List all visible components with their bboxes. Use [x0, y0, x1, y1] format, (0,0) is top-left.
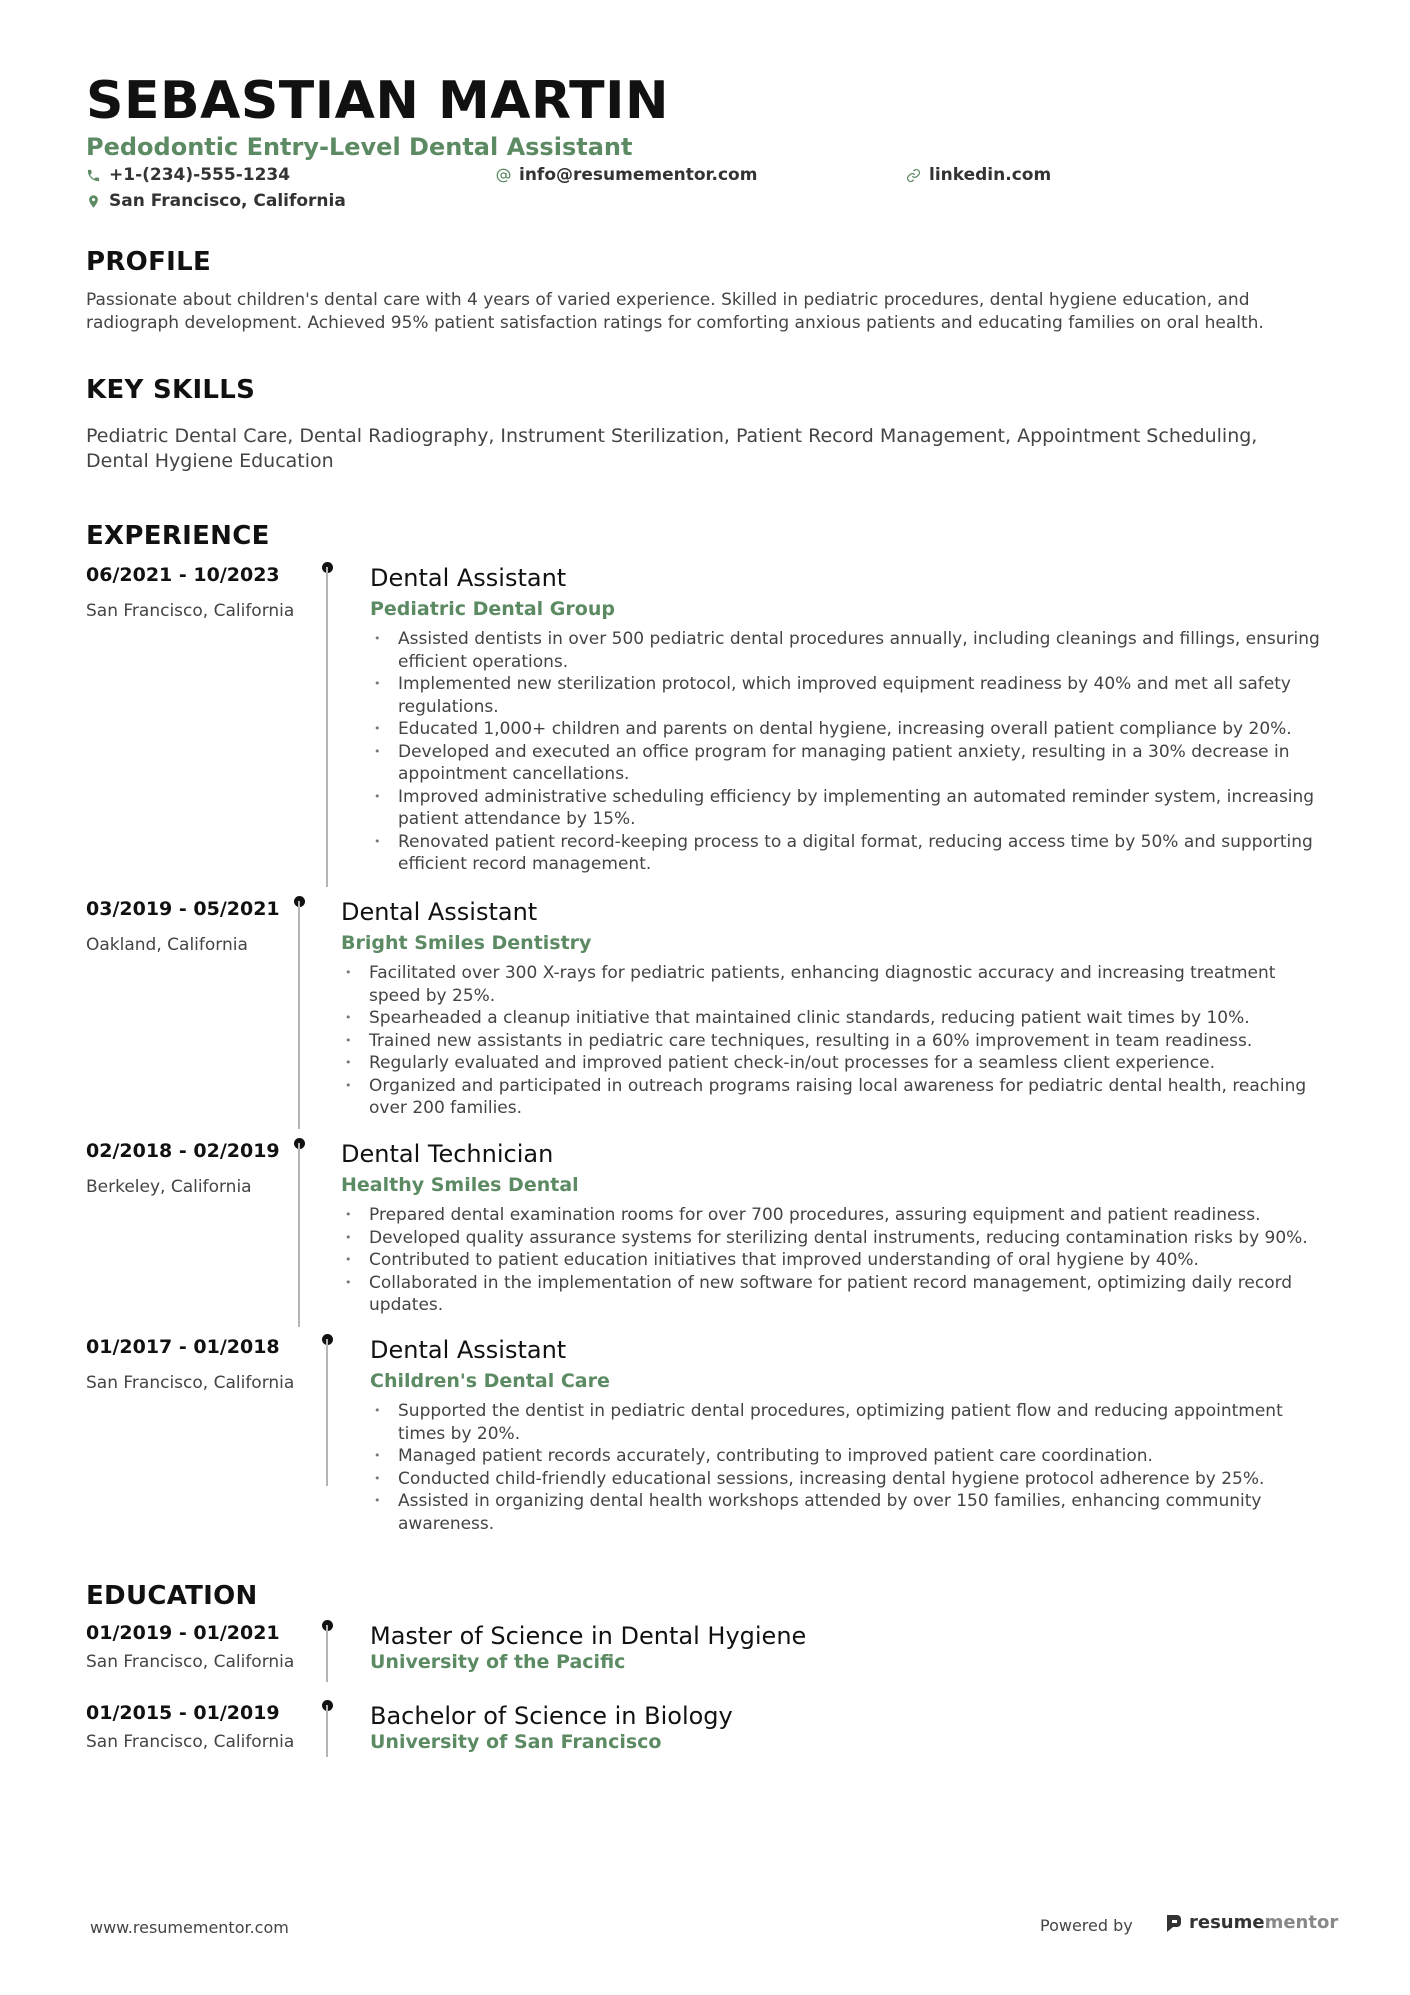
edu-school: University of the Pacific [370, 1651, 626, 1673]
job-dates: 01/2017 - 01/2018 [86, 1336, 280, 1358]
education-heading: EDUCATION [86, 1581, 258, 1611]
brand-name-part1: resume [1189, 1912, 1265, 1933]
edu-degree: Bachelor of Science in Biology [370, 1702, 733, 1730]
timeline-line [326, 1705, 328, 1757]
candidate-name: SEBASTIAN MARTIN [86, 71, 670, 131]
job-location: San Francisco, California [86, 1373, 295, 1393]
job-bullets [370, 628, 1325, 876]
job-location: San Francisco, California [86, 601, 295, 621]
job-bullet: • Developed quality assurance systems for sterilizing dental instruments, reducing contamination risks by 90%. [341, 1227, 1331, 1250]
contact-email[interactable] [496, 164, 757, 186]
job-company: Pediatric Dental Group [370, 598, 615, 620]
job-bullet: • Educated 1,000+ children and parents on dental hygiene, increasing overall patient compliance by 20%. [370, 718, 1325, 741]
job-bullet: • Contributed to patient education initiatives that improved understanding of oral hygiene by 40%. [341, 1249, 1331, 1272]
edu-location: San Francisco, California [86, 1732, 295, 1752]
job-bullet: • Collaborated in the implementation of new software for patient record management, optimizing daily record updates. [341, 1272, 1331, 1317]
job-location: Oakland, California [86, 935, 248, 955]
contact-location [86, 190, 346, 212]
edu-school: University of San Francisco [370, 1731, 662, 1753]
job-bullet: • Implemented new sterilization protocol, which improved equipment readiness by 40% and met all safety regulations. [370, 673, 1325, 718]
job-dates: 02/2018 - 02/2019 [86, 1140, 280, 1162]
job-bullets [370, 1400, 1305, 1535]
at-sign-icon [496, 168, 511, 183]
linkedin-text: linkedin.com [929, 165, 1052, 185]
job-title: Dental Technician [341, 1140, 554, 1168]
edu-location: San Francisco, California [86, 1652, 295, 1672]
profile-heading: PROFILE [86, 247, 212, 277]
job-location: Berkeley, California [86, 1177, 252, 1197]
edu-dates: 01/2015 - 01/2019 [86, 1702, 280, 1724]
contact-linkedin[interactable] [906, 164, 1051, 186]
job-bullet: • Renovated patient record-keeping process to a digital format, reducing access time by 50% and supporting efficient record management. [370, 831, 1325, 876]
profile-text: Passionate about children's dental care with 4 years of varied experience. Skilled in pediatric procedures, dental hygiene education, and radiograph development. Achieved 95% patient satisfaction ratings for comforting anxious patients and educating families on oral health. [86, 290, 1264, 333]
timeline-line [326, 1339, 328, 1486]
timeline-line [298, 1143, 300, 1327]
candidate-role: Pedodontic Entry-Level Dental Assistant [86, 133, 633, 161]
timeline-line [298, 901, 300, 1129]
job-title: Dental Assistant [370, 564, 567, 592]
skills-heading: KEY SKILLS [86, 375, 256, 405]
job-company: Bright Smiles Dentistry [341, 932, 592, 954]
job-bullet: • Conducted child-friendly educational sessions, increasing dental hygiene protocol adherence by 25%. [370, 1468, 1305, 1491]
job-bullet: • Assisted dentists in over 500 pediatric dental procedures annually, including cleanings and fillings, ensuring efficient operations. [370, 628, 1325, 673]
job-bullet: • Trained new assistants in pediatric care techniques, resulting in a 60% improvement in team readiness. [341, 1030, 1316, 1053]
job-dates: 06/2021 - 10/2023 [86, 564, 280, 586]
job-bullet: • Regularly evaluated and improved patient check-in/out processes for a seamless client experience. [341, 1052, 1316, 1075]
job-bullet: • Assisted in organizing dental health workshops attended by over 150 families, enhancing community awareness. [370, 1490, 1305, 1535]
job-bullet: • Supported the dentist in pediatric dental procedures, optimizing patient flow and reducing appointment times by 20%. [370, 1400, 1305, 1445]
timeline-line [326, 567, 328, 887]
link-icon [906, 168, 921, 183]
phone-text: +1-(234)-555-1234 [109, 165, 291, 185]
brand-logo-icon [1165, 1913, 1183, 1933]
job-bullet: • Facilitated over 300 X-rays for pediatric patients, enhancing diagnostic accuracy and increasing treatment speed by 25%. [341, 962, 1316, 1007]
skills-text: Pediatric Dental Care, Dental Radiography, Instrument Sterilization, Patient Record Management, Appointment Scheduling, Dental Hygiene Education [86, 425, 1258, 472]
phone-icon [86, 168, 101, 183]
job-company: Healthy Smiles Dental [341, 1174, 579, 1196]
email-text: info@resumementor.com [519, 165, 758, 185]
brand-logo[interactable] [1165, 1912, 1338, 1933]
job-bullet: • Spearheaded a cleanup initiative that maintained clinic standards, reducing patient wait times by 10%. [341, 1007, 1316, 1030]
job-bullets [341, 1204, 1331, 1317]
timeline-line [326, 1625, 328, 1682]
location-text: San Francisco, California [109, 191, 346, 211]
contact-phone[interactable] [86, 164, 290, 186]
footer-url[interactable]: www.resumementor.com [90, 1918, 289, 1937]
job-bullet: • Organized and participated in outreach programs raising local awareness for pediatric dental health, reaching over 200 families. [341, 1075, 1316, 1120]
job-title: Dental Assistant [370, 1336, 567, 1364]
experience-heading: EXPERIENCE [86, 521, 270, 551]
edu-degree: Master of Science in Dental Hygiene [370, 1622, 807, 1650]
powered-by-label: Powered by [1040, 1916, 1133, 1935]
job-bullet: • Managed patient records accurately, contributing to improved patient care coordination. [370, 1445, 1305, 1468]
job-title: Dental Assistant [341, 898, 538, 926]
job-bullet: • Improved administrative scheduling efficiency by implementing an automated reminder system, increasing patient attendance by 15%. [370, 786, 1325, 831]
job-dates: 03/2019 - 05/2021 [86, 898, 280, 920]
edu-dates: 01/2019 - 01/2021 [86, 1622, 280, 1644]
location-pin-icon [86, 194, 101, 209]
job-company: Children's Dental Care [370, 1370, 610, 1392]
job-bullet: • Developed and executed an office program for managing patient anxiety, resulting in a 30% decrease in appointment cancellations. [370, 741, 1325, 786]
brand-name-part2: mentor [1264, 1912, 1339, 1933]
job-bullets [341, 962, 1316, 1120]
job-bullet: • Prepared dental examination rooms for over 700 procedures, assuring equipment and patient readiness. [341, 1204, 1331, 1227]
